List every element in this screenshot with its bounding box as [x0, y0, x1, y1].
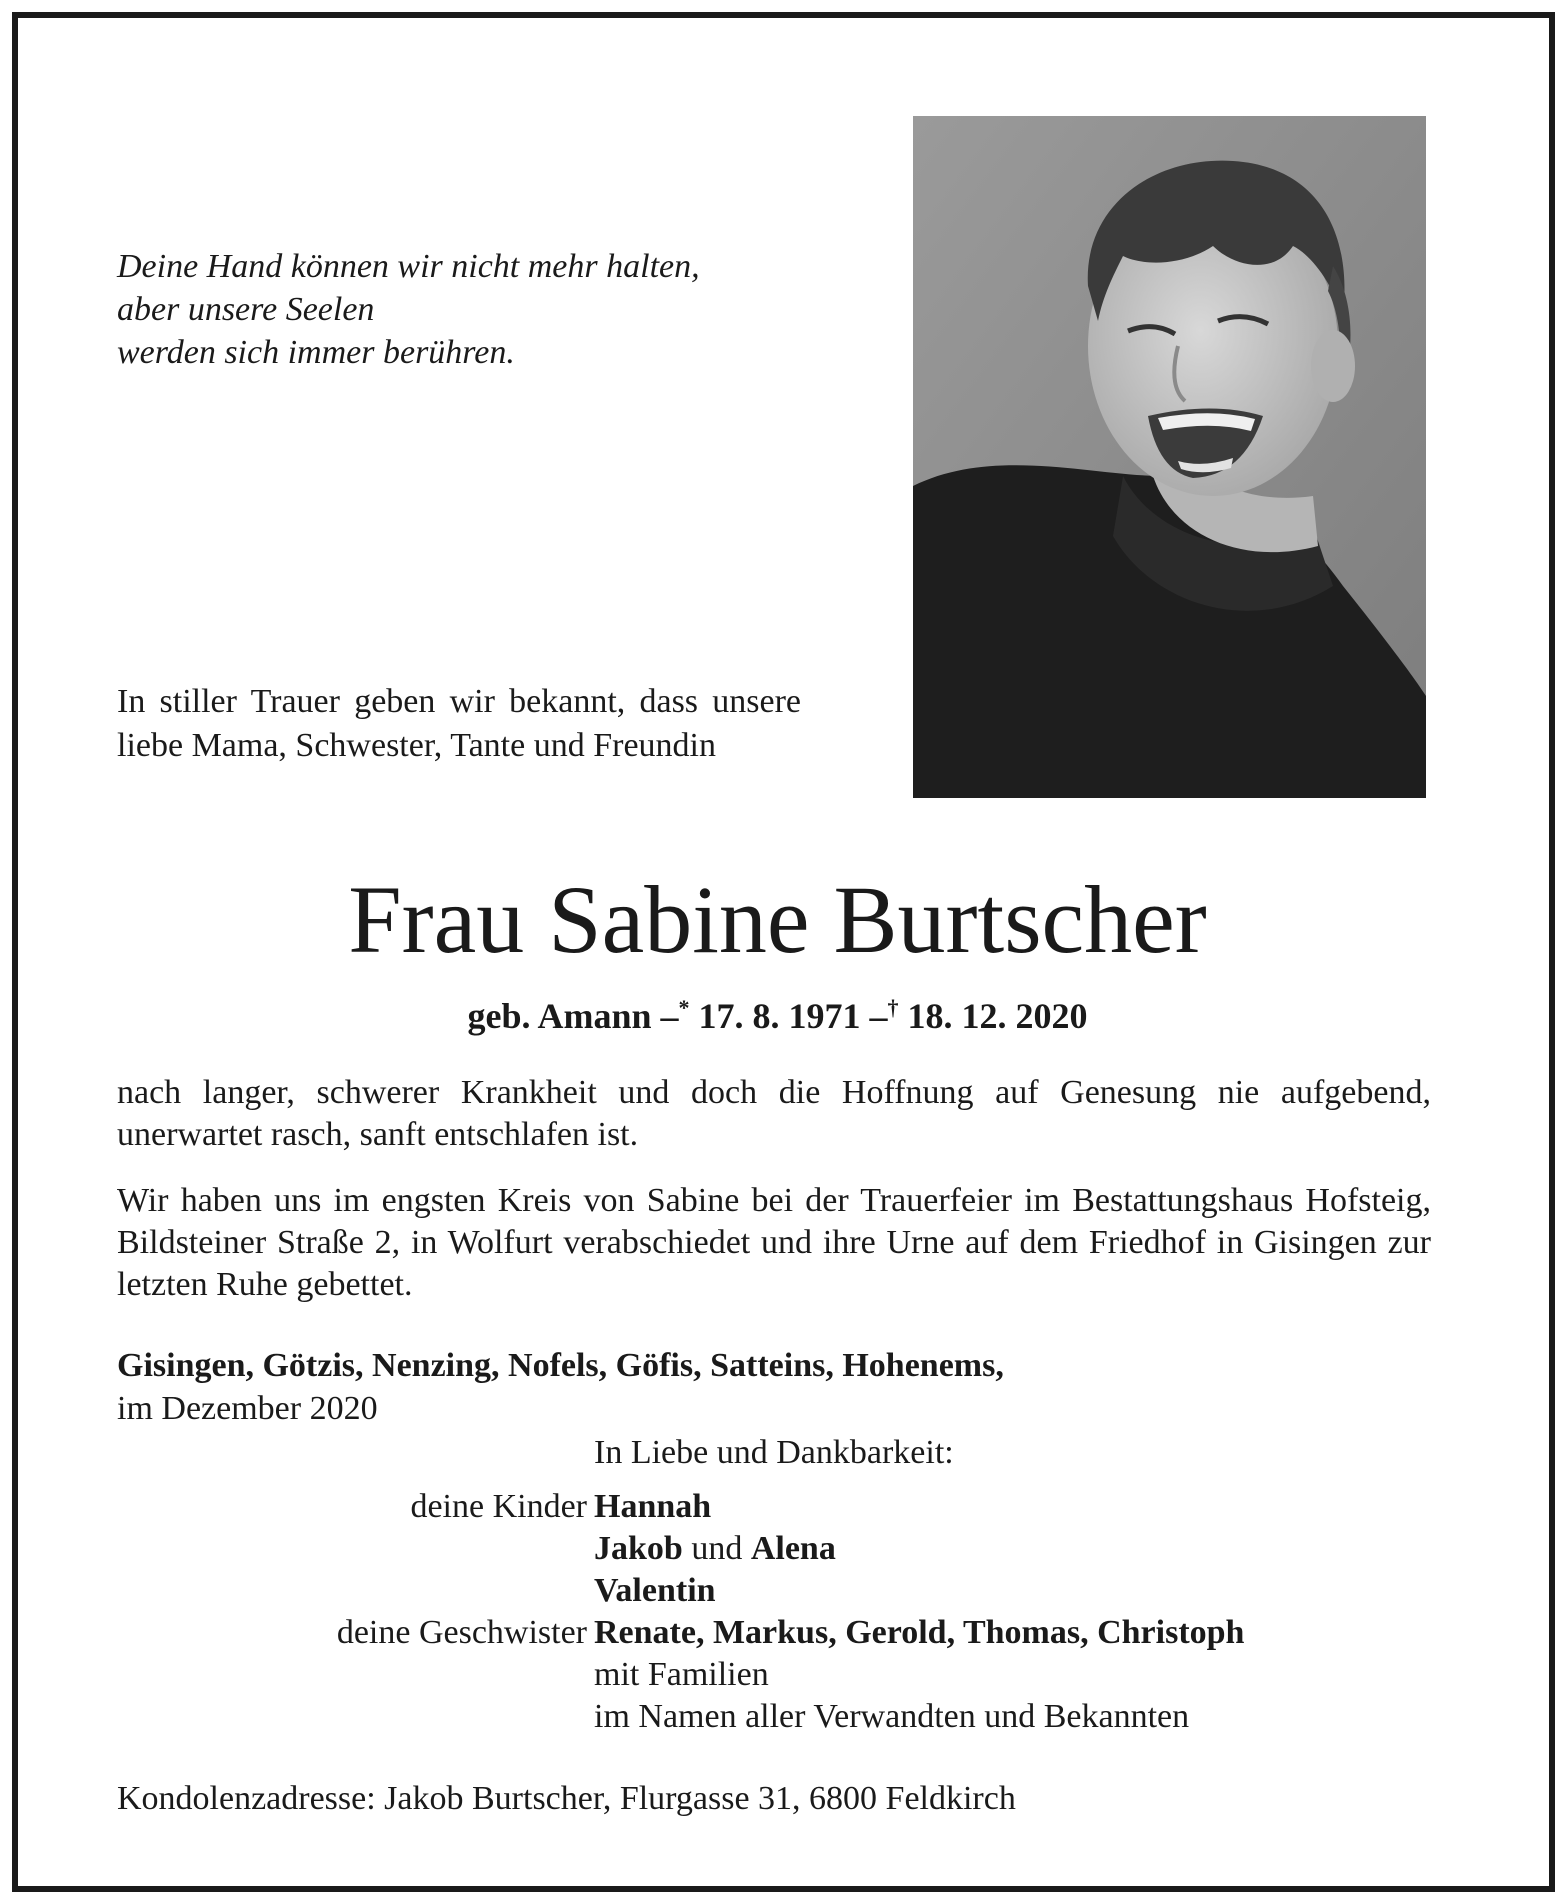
birth-date: 17. 8. 1971	[698, 996, 861, 1036]
life-dates	[0, 985, 1555, 1039]
death-date: 18. 12. 2020	[907, 996, 1088, 1036]
portrait-image	[913, 116, 1426, 798]
quote-line: werden sich immer berühren.	[117, 334, 515, 371]
paragraph-ceremony: Wir haben uns im engsten Kreis von Sabine bei der Trauerfeier im Bestattungshaus Hofsteig, Bildsteiner Straße 2, in Wolfurt verabschiedet und ihre Urne auf dem Friedhof in Gisingen zur letzten Ruhe gebettet.	[117, 1182, 1431, 1303]
siblings-label: deine Geschwister	[336, 1614, 587, 1651]
paragraph-passing: nach langer, schwerer Krankheit und doch die Hoffnung auf Genesung nie aufgebend, unerwartet rasch, sanft entschlafen ist.	[117, 1074, 1431, 1153]
birth-name: geb. Amann	[467, 996, 652, 1036]
condolence-address: Kondolenzadresse: Jakob Burtscher, Flurgasse 31, 6800 Feldkirch	[117, 1780, 1016, 1817]
places-line: Gisingen, Götzis, Nenzing, Nofels, Göfis, Satteins, Hohenems,	[117, 1347, 1004, 1384]
date-line: im Dezember 2020	[117, 1390, 378, 1427]
intro-text: In stiller Trauer geben wir bekannt, dass unsere liebe Mama, Schwester, Tante und Freundin	[117, 683, 801, 764]
and-word: und	[691, 1530, 743, 1567]
dash: –	[869, 996, 888, 1036]
partner-name: Alena	[750, 1530, 836, 1567]
birth-symbol: *	[678, 995, 690, 1020]
memorial-quote	[117, 245, 700, 374]
relatives-line: im Namen aller Verwandten und Bekannten	[594, 1698, 1190, 1735]
siblings-names: Renate, Markus, Gerold, Thomas, Christoph	[594, 1614, 1245, 1651]
children-label: deine Kinder	[410, 1488, 587, 1525]
portrait-photo	[913, 116, 1426, 798]
death-symbol: †	[887, 995, 899, 1020]
signature-heading: In Liebe und Dankbarkeit:	[594, 1434, 954, 1471]
child-name: Hannah	[594, 1488, 712, 1525]
deceased-name: Frau Sabine Burtscher	[348, 866, 1207, 973]
quote-line: Deine Hand können wir nicht mehr halten,	[117, 248, 700, 285]
with-families: mit Familien	[594, 1656, 769, 1693]
child-name: Valentin	[594, 1572, 716, 1609]
child-name: Jakob	[594, 1530, 683, 1567]
dash: –	[660, 996, 679, 1036]
quote-line: aber unsere Seelen	[117, 291, 375, 328]
